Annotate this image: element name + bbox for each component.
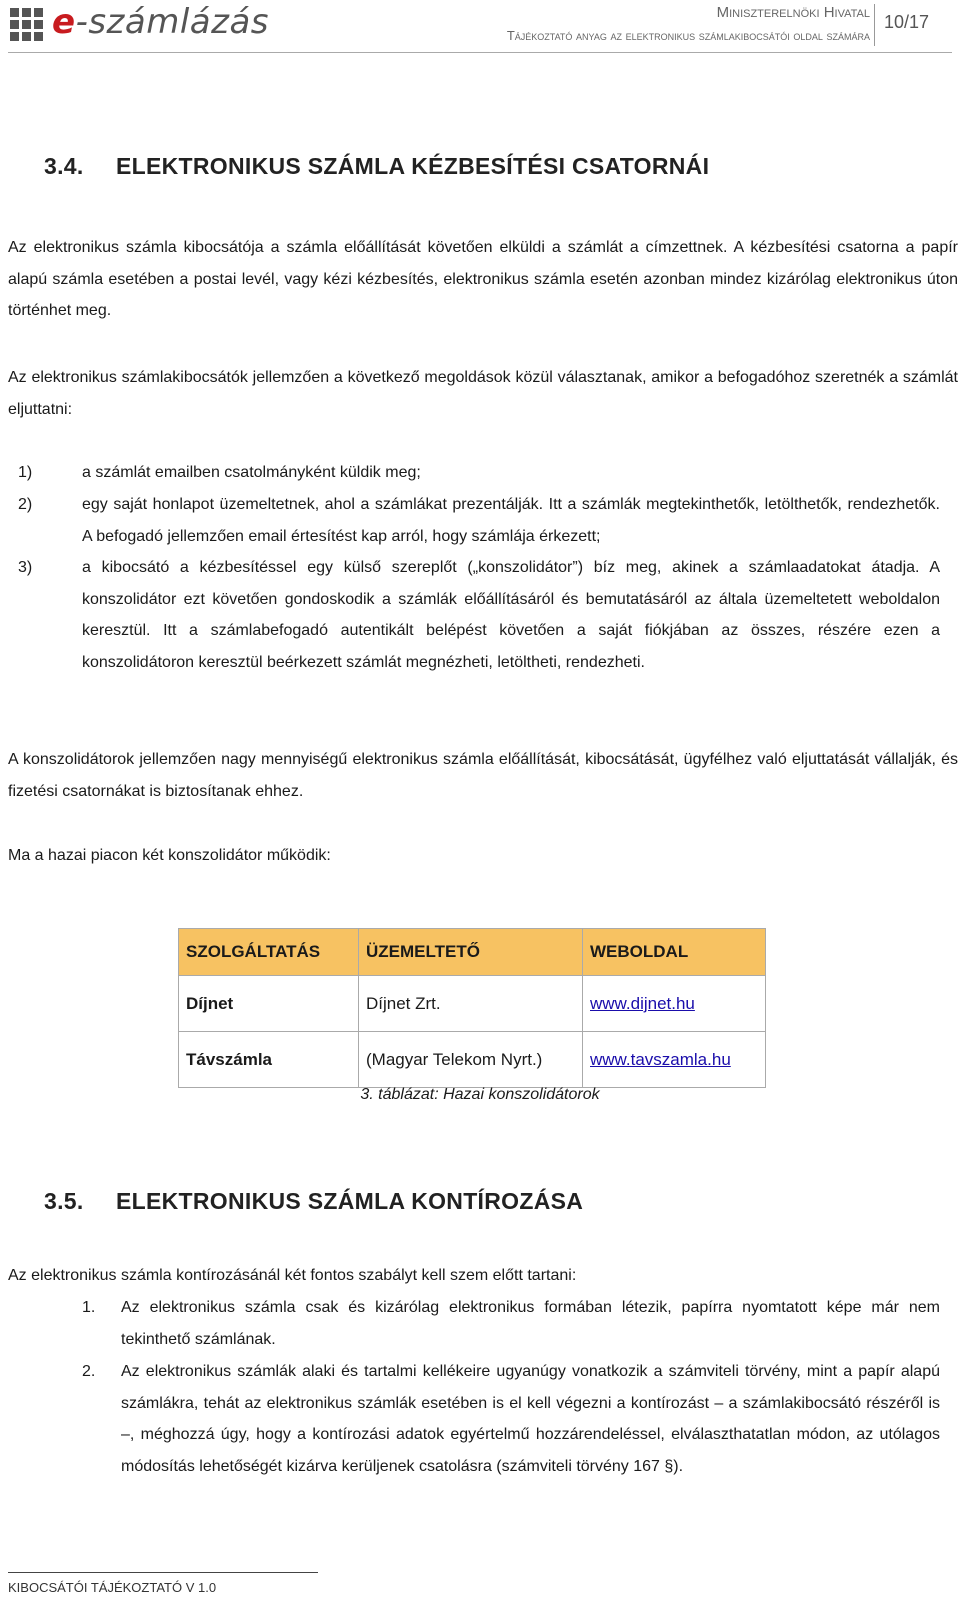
list-item-text: a kibocsátó a kézbesítéssel egy külső szereplőt („konszolidátor”) bíz meg, akinek a számlaadatokat átadja. A konszolidátor ezt követően gondoskodik a számlák előállításáról és bemutatásáról az általa üzemeltetett weboldalon keresztül. Itt a számlabefogadó autentikált belépést követően a saját fiókjában az összes, részére ezen a konszolidátoron keresztül beérkezett számlát megnézheti, letöltheti, rendezheti. bbox=[82, 559, 940, 671]
list-item-text: Az elektronikus számla csak és kizárólag elektronikus formában létezik, papírra nyomtatott képe már nem tekinthető számlának. bbox=[121, 1299, 940, 1348]
table-header-row bbox=[179, 929, 766, 976]
section-heading-3-5: 3.5. ELEKTRONIKUS SZÁMLA KONTÍROZÁSA bbox=[44, 1188, 584, 1214]
tavszamla-link[interactable]: www.tavszamla.hu bbox=[590, 1049, 731, 1069]
list-item-text: Az elektronikus számlák alaki és tartalmi kellékeire ugyanúgy vonatkozik a számviteli törvény, mint a papír alapú számlákra, tehát az elektronikus számlák esetében is el kell végezni a kontírozást – a számlakibocsátó részéről is –, méghozzá úgy, hogy a kontírozási adatok egyértelmű hozzárendeléssel, elválaszthatatlan módon, az utólagos módosítás lehetőségét kizárva kerüljenek csatolásra (számviteli törvény 167 §). bbox=[121, 1363, 940, 1475]
dijnet-link[interactable]: www.dijnet.hu bbox=[590, 993, 695, 1013]
footer-rule bbox=[8, 1572, 318, 1573]
paragraph-two-consolidators: Ma a hazai piacon két konszolidátor működik: bbox=[8, 847, 331, 864]
table-row bbox=[179, 1032, 766, 1088]
paragraph-consolidators: A konszolidátorok jellemzően nagy mennyiségű elektronikus számla előállítását, kibocsátását, ügyfélhez való eljuttatását vállalják, és fizetési csatornákat is biztosítanak ehhez. bbox=[8, 751, 958, 800]
page-header bbox=[0, 0, 960, 50]
consolidators-table bbox=[178, 928, 766, 1088]
paragraph-delivery-channel: Az elektronikus számla kibocsátója a számla előállítását követően elküldi a számlát a címzettnek. A kézbesítési csatorna a papír alapú számla esetében a postai levél, vagy kézi kézbesítés, elektronikus számla esetén azonban mindez kizárólag elektronikus úton történhet meg. bbox=[8, 239, 958, 319]
list-item-text: egy saját honlapot üzemeltetnek, ahol a számlákat prezentálják. Itt a számlák megtekinthetők, letölthetők, rendezhetők. A befogadó jellemzően email értesítést kap arról, hogy számlája érkezett; bbox=[82, 496, 940, 545]
table-header-cell: SZOLGÁLTATÁS bbox=[179, 929, 359, 976]
paragraph-solutions-intro: Az elektronikus számlakibocsátók jellemzően a következő megoldások közül választanak, amikor a befogadóhoz szeretnék a számlát eljuttatni: bbox=[8, 369, 958, 418]
footer-text: KIBOCSÁTÓI TÁJÉKOZTATÓ V 1.0 bbox=[8, 1580, 217, 1595]
document-subtitle: Tájékoztató anyag az elektronikus számlakibocsátói oldal számára bbox=[506, 28, 870, 43]
list-item-number: 2. bbox=[82, 1363, 96, 1380]
paragraph-rules-intro: Az elektronikus számla kontírozásánál két fontos szabályt kell szem előtt tartani: bbox=[8, 1267, 577, 1284]
list-item-number: 1. bbox=[82, 1299, 96, 1316]
section-heading-3-4: 3.4. ELEKTRONIKUS SZÁMLA KÉZBESÍTÉSI CSATORNÁI bbox=[44, 153, 710, 179]
table-cell-service: Díjnet bbox=[179, 976, 359, 1032]
table-cell-operator: (Magyar Telekom Nyrt.) bbox=[359, 1032, 583, 1088]
header-rule bbox=[8, 52, 952, 53]
page-number: 10/17 bbox=[884, 12, 930, 32]
logo-grid-icon bbox=[10, 8, 44, 42]
table-caption: 3. táblázat: Hazai konszolidátorok bbox=[360, 1086, 600, 1103]
table-header-cell: ÜZEMELTETŐ bbox=[359, 929, 583, 976]
table-cell-service: Távszámla bbox=[179, 1032, 359, 1088]
header-divider bbox=[874, 4, 875, 46]
table-row bbox=[179, 976, 766, 1032]
list-item-number: 2) bbox=[18, 496, 33, 513]
list-item-number: 1) bbox=[18, 464, 33, 481]
table-cell-operator: Díjnet Zrt. bbox=[359, 976, 583, 1032]
logo-text: e-számlázás bbox=[52, 2, 270, 42]
list-item-text: a számlát emailben csatolmányként küldik meg; bbox=[82, 464, 421, 481]
list-item-number: 3) bbox=[18, 559, 33, 576]
table-header-cell: WEBOLDAL bbox=[583, 929, 766, 976]
ministry-name: Miniszterelnöki Hivatal bbox=[716, 4, 870, 21]
